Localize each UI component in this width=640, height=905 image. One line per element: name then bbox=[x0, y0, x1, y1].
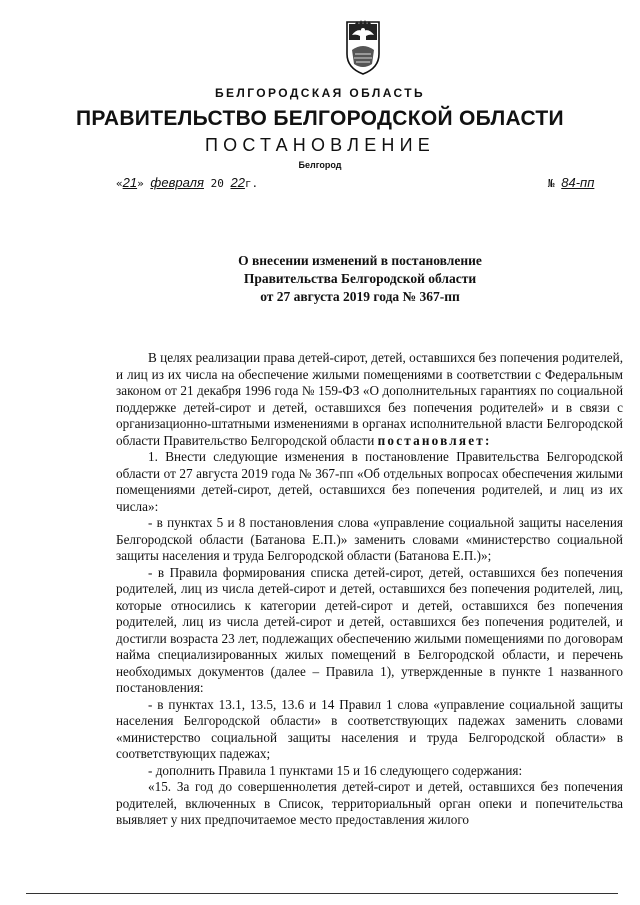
decree-word: постановляет bbox=[377, 432, 485, 448]
title-line-2: Правительства Белгородской области bbox=[243, 271, 477, 286]
paragraph-amend-points-5-8: - в пунктах 5 и 8 постановления слова «управление социальной защиты населения Белгородской области (Батанова Е.П.)» заменить словами «министерство социальной защиты населения и труда Белгородской области (Батанова Е.П.)»; bbox=[116, 515, 623, 563]
region-heading: БЕЛГОРОДСКАЯ ОБЛАСТЬ bbox=[215, 86, 425, 100]
document-title bbox=[180, 252, 540, 306]
document-date bbox=[116, 175, 258, 190]
city-label: Белгород bbox=[298, 160, 342, 170]
date-close-quote: » bbox=[137, 177, 144, 190]
number-prefix: № bbox=[548, 177, 555, 190]
preamble-text: В целях реализации права детей-сирот, детей, оставшихся без попечения родителей, и лиц из их числа на обеспечение жилыми помещениями в соответствии с Федеральным законом от 21 декабря 1996 года № 159-ФЗ «О дополнительных гарантиях по социальной поддержке детей-сирот и детей, оставшихся без попечения родителей» и в связи с организационно-штатными изменениями в органах исполнительной власти Белгородской области Правительство Белгородской области bbox=[116, 350, 623, 448]
paragraph-add-points: - дополнить Правила 1 пунктами 15 и 16 следующего содержания: bbox=[148, 762, 523, 778]
number-value: 84-пп bbox=[561, 175, 595, 190]
decree-colon: : bbox=[484, 432, 492, 448]
paragraph-point-15: «15. За год до совершеннолетия детей-сирот и детей, оставшихся без попечения родителей, включенных в Список, территориальный орган опеки и попечительства выявляет у них предпочитаемое место предоставления жилого bbox=[116, 779, 623, 827]
page-bottom-rule bbox=[26, 893, 618, 894]
title-line-1: О внесении изменений в постановление bbox=[238, 253, 482, 268]
date-year-letter: г. bbox=[244, 177, 259, 190]
paragraph-item-1: 1. Внести следующие изменения в постановление Правительства Белгородской области от 27 августа 2019 года № 367-пп «Об отдельных вопросах обеспечения жилыми помещениями детей-сирот, детей, оставшихся без попечения родителей, и лиц из их числа»: bbox=[116, 449, 623, 514]
date-open-quote: « bbox=[116, 177, 123, 190]
paragraph-amend-points-13-14: - в пунктах 13.1, 13.5, 13.6 и 14 Правил 1 слова «управление социальной защиты населения Белгородской области» в соответствующих падежах заменить словами «министерство социальной защиты населения и труда Белгородской области» в соответствующих падежах; bbox=[116, 696, 623, 761]
preamble-paragraph bbox=[116, 350, 623, 449]
document-number bbox=[548, 175, 594, 190]
document-body bbox=[116, 350, 623, 829]
document-type-heading: ПОСТАНОВЛЕНИЕ bbox=[205, 135, 435, 155]
date-day: 21 bbox=[122, 175, 138, 190]
date-year-suffix: 22 bbox=[230, 175, 245, 190]
government-heading: ПРАВИТЕЛЬСТВО БЕЛГОРОДСКОЙ ОБЛАСТИ bbox=[76, 107, 564, 130]
date-year-prefix: 20 bbox=[210, 177, 224, 190]
date-month: февраля bbox=[150, 175, 204, 190]
coat-of-arms-emblem bbox=[344, 20, 382, 76]
paragraph-amend-rules: - в Правила формирования списка детей-сирот, детей, оставшихся без попечения родителей, лиц из числа детей-сирот и детей, оставшихся без попечения родителей, лиц, которые относились к категории детей-сирот и детей, оставшихся без попечения родителей, лиц из числа детей-сирот и детей, оставшихся без попечения родителей, и достигли возраста 23 лет, подлежащих обеспечению жилыми помещениями по договорам найма специализированных жилых помещений в Белгородской области, и перечень необходимых документов (далее – Правила 1), утвержденные в пункте 1 названного постановления: bbox=[116, 564, 623, 695]
title-line-3: от 27 августа 2019 года № 367-пп bbox=[260, 289, 460, 304]
